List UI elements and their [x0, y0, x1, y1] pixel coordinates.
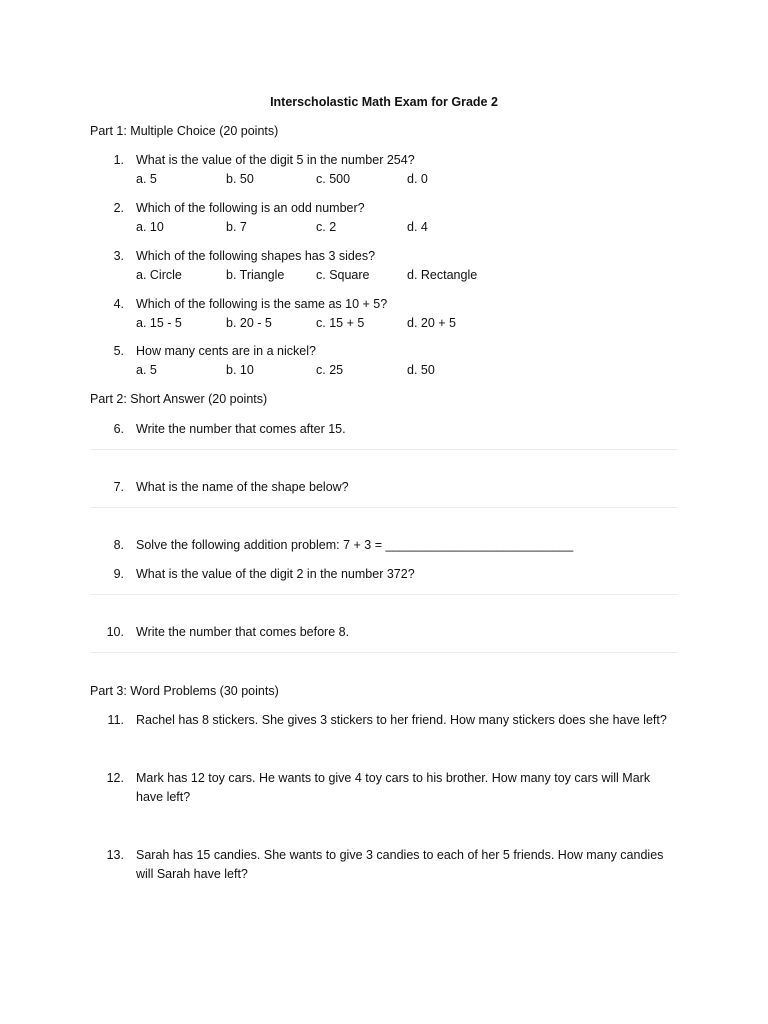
question-text: Which of the following shapes has 3 sides?: [136, 249, 376, 263]
question-number: 4.: [113, 297, 124, 311]
question-number: 10.: [106, 625, 124, 639]
page-title: Interscholastic Math Exam for Grade 2: [270, 95, 498, 109]
question-text: Sarah has 15 candies. She wants to give 3 candies to each of her 5 friends. How many candies: [136, 848, 664, 862]
part3-heading: Part 3: Word Problems (30 points): [90, 684, 279, 698]
question-text: Solve the following addition problem: 7 + 3 = ___________________________: [136, 538, 574, 552]
question-text: Write the number that comes before 8.: [136, 625, 350, 639]
question-text-continued: will Sarah have left?: [136, 867, 248, 881]
option-c: c. 25: [316, 363, 344, 377]
option-b: b. 7: [226, 220, 247, 234]
option-a: a. 10: [136, 220, 164, 234]
question-number: 5.: [113, 344, 124, 358]
answer-line[interactable]: [90, 652, 678, 653]
option-c: c. Square: [316, 268, 370, 282]
answer-line[interactable]: [90, 594, 678, 595]
question-text: What is the value of the digit 2 in the number 372?: [136, 567, 415, 581]
answer-line[interactable]: [90, 507, 678, 508]
question-text: How many cents are in a nickel?: [136, 344, 316, 358]
answer-line[interactable]: [90, 449, 678, 450]
question-text: What is the name of the shape below?: [136, 480, 349, 494]
question-number: 12.: [106, 771, 124, 785]
question-text: Which of the following is the same as 10 + 5?: [136, 297, 388, 311]
question-number: 7.: [113, 480, 124, 494]
option-a: a. 5: [136, 172, 157, 186]
question-number: 2.: [113, 201, 124, 215]
option-d: d. 20 + 5: [407, 316, 456, 330]
question-number: 13.: [106, 848, 124, 862]
option-b: b. Triangle: [226, 268, 285, 282]
option-b: b. 10: [226, 363, 254, 377]
question-text: Rachel has 8 stickers. She gives 3 stickers to her friend. How many stickers does she have left?: [136, 713, 667, 727]
option-d: d. 4: [407, 220, 428, 234]
question-number: 11.: [107, 713, 124, 727]
option-b: b. 50: [226, 172, 254, 186]
option-a: a. 15 - 5: [136, 316, 182, 330]
option-a: a. 5: [136, 363, 157, 377]
option-a: a. Circle: [136, 268, 182, 282]
part1-heading: Part 1: Multiple Choice (20 points): [90, 124, 279, 138]
option-c: c. 15 + 5: [316, 316, 365, 330]
question-number: 1.: [113, 153, 124, 167]
question-number: 6.: [113, 422, 124, 436]
question-number: 9.: [113, 567, 124, 581]
question-text: What is the value of the digit 5 in the number 254?: [136, 153, 415, 167]
option-c: c. 2: [316, 220, 337, 234]
question-number: 3.: [113, 249, 124, 263]
option-d: d. Rectangle: [407, 268, 478, 282]
question-text: Write the number that comes after 15.: [136, 422, 346, 436]
question-number: 8.: [113, 538, 124, 552]
question-text: Mark has 12 toy cars. He wants to give 4 toy cars to his brother. How many toy cars will Mark: [136, 771, 651, 785]
question-text-continued: have left?: [136, 790, 191, 804]
option-b: b. 20 - 5: [226, 316, 272, 330]
part2-heading: Part 2: Short Answer (20 points): [90, 392, 268, 406]
option-d: d. 50: [407, 363, 435, 377]
option-d: d. 0: [407, 172, 428, 186]
option-c: c. 500: [316, 172, 351, 186]
question-text: Which of the following is an odd number?: [136, 201, 365, 215]
